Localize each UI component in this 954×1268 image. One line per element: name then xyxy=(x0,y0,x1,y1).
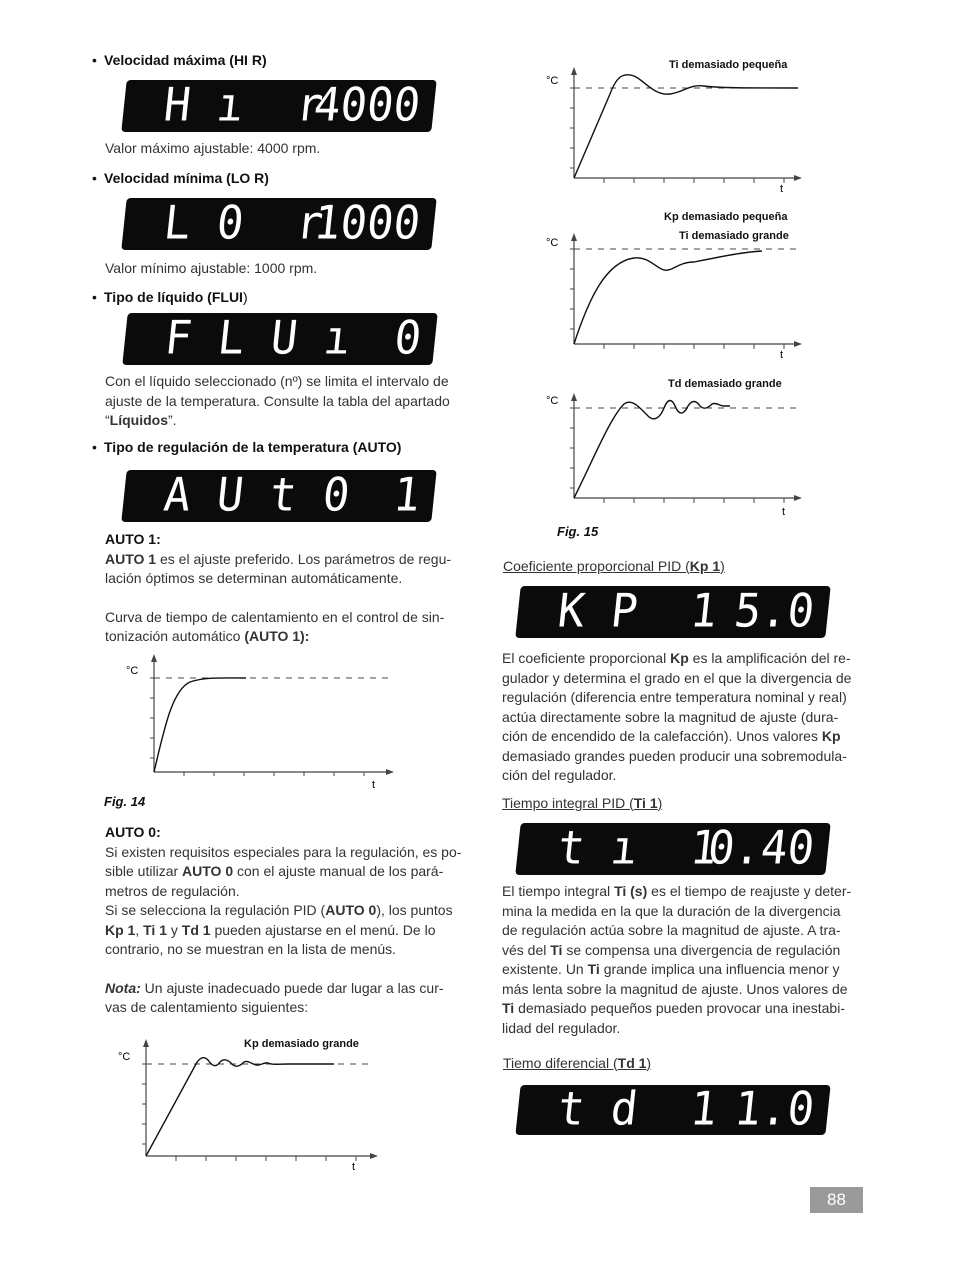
kp-too-large-chart xyxy=(112,1030,382,1175)
td-heading: Tiemo diferencial (Td 1) xyxy=(503,1055,652,1071)
unit-label: °C xyxy=(118,1051,131,1063)
x-axis-arrow xyxy=(386,769,394,775)
lcd-display-flui: F L U ı 0 xyxy=(122,313,437,365)
y-axis-arrow xyxy=(571,393,577,401)
fig15-caption: Fig. 15 xyxy=(557,524,599,539)
note-hi-r: Valor máximo ajustable: 4000 rpm. xyxy=(105,140,321,156)
x-ticks xyxy=(604,178,784,183)
heading-hi-r: • Velocidad máxima (HI R) xyxy=(92,52,267,68)
y-axis-arrow xyxy=(151,654,157,662)
curve xyxy=(574,401,730,499)
note-lo-r: Valor mínimo ajustable: 1000 rpm. xyxy=(105,260,318,276)
page-number: 88 xyxy=(810,1187,863,1213)
x-axis-arrow xyxy=(794,175,802,181)
x-axis-arrow xyxy=(794,495,802,501)
x-ticks xyxy=(604,498,784,503)
t-label: t xyxy=(782,506,786,518)
fig14-chart xyxy=(120,650,400,795)
fig14-caption: Fig. 14 xyxy=(104,794,146,809)
auto1-section: AUTO 1: AUTO 1 es el ajuste preferido. Los parámetros de regu- lación óptimos se determinan automáticamente. Curva de tiempo de calentamiento en el control de sin- tonización automático (AUTO 1): xyxy=(105,531,452,644)
td-too-large-label: Td demasiado grande xyxy=(668,378,782,390)
ti-description: El tiempo integral Ti (s) es el tiempo de reajuste y deter- mina la medida en la que la duración de la divergencia de regulación actúa sobre la magnitud de ajuste. A tra- vés del Ti se compensa una divergencia de regulación existente. Un Ti grande implica una influencia menor y más lenta sobre la magnitud de ajuste. Unos valores de Ti demasiado pequeños pueden provocar una inestabi- lidad del regulador. xyxy=(502,883,852,1036)
fig15b-chart xyxy=(544,228,806,362)
curve xyxy=(574,75,798,178)
y-ticks xyxy=(142,1064,146,1144)
x-axis-arrow xyxy=(370,1153,378,1159)
unit-label: °C xyxy=(546,75,559,87)
lcd-display-kp: K P 1 5.0 xyxy=(515,586,830,638)
x-ticks xyxy=(604,344,784,349)
unit-label: °C xyxy=(546,237,559,249)
t-label: t xyxy=(372,779,376,791)
y-axis-arrow xyxy=(571,67,577,75)
y-axis-arrow xyxy=(143,1039,149,1047)
ti-heading: Tiempo integral PID (Ti 1) xyxy=(502,795,663,811)
kp-too-small-label: Kp demasiado pequeña xyxy=(664,211,788,223)
heating-curve xyxy=(154,678,246,772)
y-ticks xyxy=(150,678,154,758)
lcd-display-auto: A U t 0 1 xyxy=(121,470,436,522)
ti-too-large-label: Ti demasiado grande xyxy=(679,230,789,242)
unit-label: °C xyxy=(126,665,139,677)
unit-label: °C xyxy=(546,395,559,407)
fig15c-chart xyxy=(544,388,806,518)
heading-flui: • Tipo de líquido (FLUI) xyxy=(92,289,248,305)
lcd-display-hi-r: H ı r 4000 xyxy=(121,80,436,132)
y-axis-arrow xyxy=(571,233,577,241)
heading-lo-r: • Velocidad mínima (LO R) xyxy=(92,170,269,186)
x-axis-arrow xyxy=(794,341,802,347)
note-flui: Con el líquido seleccionado (nº) se limita el intervalo de ajuste de la temperatura. Consulte la tabla del apartado “Líquidos”. xyxy=(105,373,450,428)
fig15a-chart xyxy=(544,64,806,196)
t-label: t xyxy=(780,183,784,195)
auto0-section: AUTO 0: Si existen requisitos especiales para la regulación, es po- sible utilizar AUTO 0 con el ajuste manual de los pará- metros de regulación. Si se selecciona la regulación PID (AUTO 0), los puntos Kp 1, Ti 1 y Td 1 pueden ajustarse en el menú. De lo contrario, no se muestran en la lista de menús. Nota: Un ajuste inadecuado puede dar lugar a las cur- vas de calentamiento siguientes: xyxy=(105,824,462,1015)
kp-heading: Coeficiente proporcional PID (Kp 1) xyxy=(503,558,725,574)
lcd-display-td: t d 1 1.0 xyxy=(515,1085,830,1135)
t-label: t xyxy=(780,349,784,361)
lcd-display-ti: t ı 1 0.40 xyxy=(515,823,830,875)
oscillating-curve xyxy=(146,1058,334,1156)
heading-auto: • Tipo de regulación de la temperatura (AUTO) xyxy=(92,439,402,455)
ti-too-small-label: Ti demasiado pequeña xyxy=(669,59,788,71)
kp-too-large-label: Kp demasiado grande xyxy=(244,1038,359,1050)
x-ticks xyxy=(176,1156,356,1161)
curve xyxy=(574,251,762,344)
kp-description: El coeficiente proporcional Kp es la amplificación del re- gulador y determina el grado en el que la divergencia de regulación (diferencia entre temperatura nominal y real) actúa directamente sobre la magnitud de ajuste (dura- ción de encendido de la calefacción). Unos valores Kp demasiado grandes pueden producir una sobremodula- ción del regulador. xyxy=(502,650,852,783)
t-label: t xyxy=(352,1161,356,1173)
lcd-display-lo-r: L 0 r 1000 xyxy=(121,198,436,250)
